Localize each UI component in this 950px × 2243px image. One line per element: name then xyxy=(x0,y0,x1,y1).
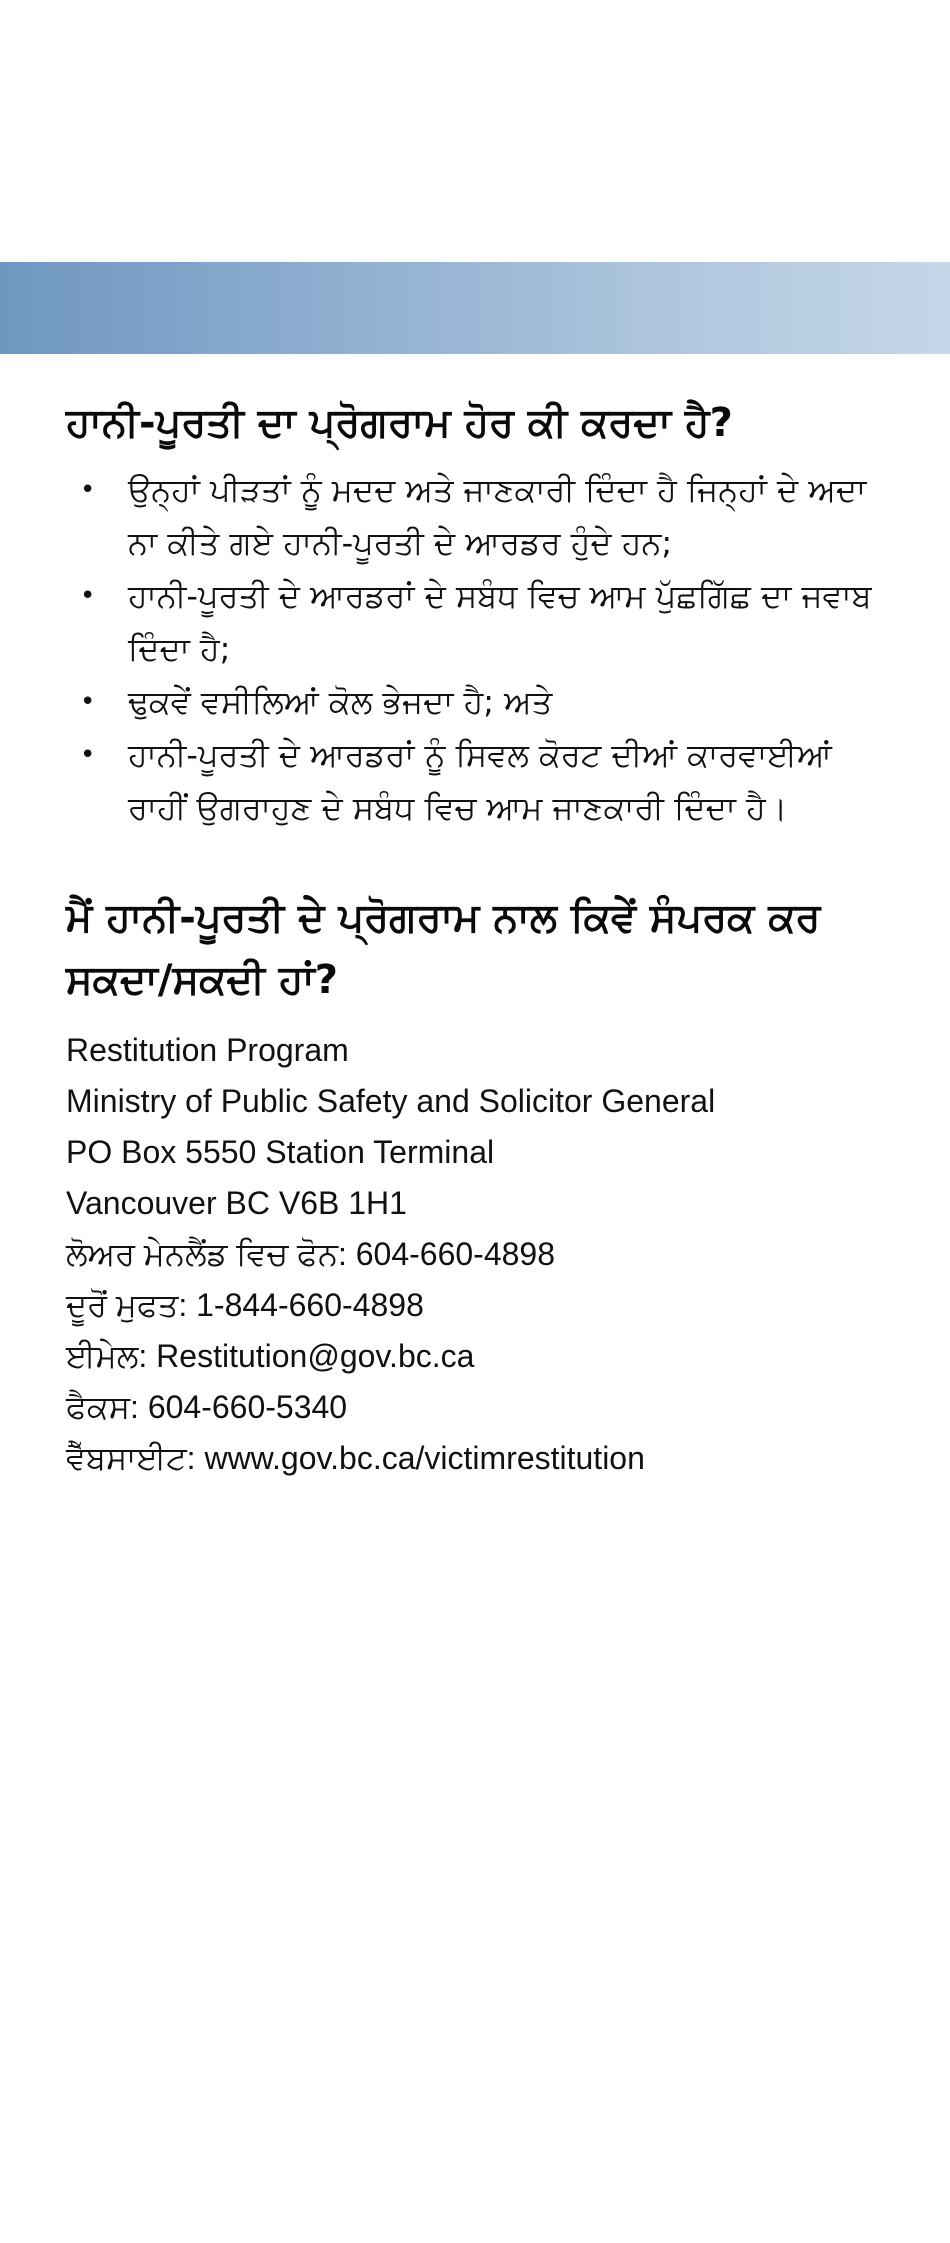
list-item-text: ਹਾਨੀ-ਪੂਰਤੀ ਦੇ ਆਰਡਰਾਂ ਦੇ ਸਬੰਧ ਵਿਚ ਆਮ ਪੁੱਛਗਿੱਛ ਦਾ ਜਵਾਬ ਦਿੰਦਾ ਹੈ; xyxy=(128,577,872,668)
list-item xyxy=(66,676,896,729)
main-content xyxy=(66,392,896,1484)
header-banner xyxy=(0,262,950,354)
bullet-icon: • xyxy=(80,740,96,770)
phone-lower-mainland: ਲੋਅਰ ਮੇਨਲੈਂਡ ਵਿਚ ਫੋਨ: 604-660-4898 xyxy=(66,1236,556,1272)
po-box: PO Box 5550 Station Terminal xyxy=(66,1134,495,1170)
fax-line: ਫੈਕਸ: 604-660-5340 xyxy=(66,1389,348,1425)
list-item xyxy=(66,729,896,835)
list-item xyxy=(66,570,896,676)
section-heading-what-else: ਹਾਨੀ-ਪੂਰਤੀ ਦਾ ਪ੍ਰੋਗਰਾਮ ਹੋਰ ਕੀ ਕਰਦਾ ਹੈ? xyxy=(66,400,733,446)
contact-block xyxy=(66,1025,896,1484)
program-name: Restitution Program xyxy=(66,1032,349,1068)
website-line: ਵੈੱਬਸਾਈਟ: www.gov.bc.ca/victimrestitution xyxy=(66,1440,645,1476)
section-heading-contact: ਮੈਂ ਹਾਨੀ-ਪੂਰਤੀ ਦੇ ਪ੍ਰੋਗਰਾਮ ਨਾਲ ਕਿਵੇਂ ਸੰਪਰਕ ਕਰ ਸਕਦਾ/ਸਕਦੀ ਹਾਂ? xyxy=(66,895,821,1003)
list-item xyxy=(66,464,896,570)
list-item-text: ਉਨ੍ਹਾਂ ਪੀੜਤਾਂ ਨੂੰ ਮਦਦ ਅਤੇ ਜਾਣਕਾਰੀ ਦਿੰਦਾ ਹੈ ਜਿਨ੍ਹਾਂ ਦੇ ਅਦਾ ਨਾ ਕੀਤੇ ਗਏ ਹਾਨੀ-ਪੂਰਤੀ ਦੇ ਆਰਡਰ ਹੁੰਦੇ ਹਨ; xyxy=(128,471,867,562)
email-line: ਈਮੇਲ: Restitution@gov.bc.ca xyxy=(66,1338,475,1374)
services-list xyxy=(66,464,896,835)
list-item-text: ਢੁਕਵੇਂ ਵਸੀਲਿਆਂ ਕੋਲ ਭੇਜਦਾ ਹੈ; ਅਤੇ xyxy=(128,683,553,721)
city-postal: Vancouver BC V6B 1H1 xyxy=(66,1185,407,1221)
list-item-text: ਹਾਨੀ-ਪੂਰਤੀ ਦੇ ਆਰਡਰਾਂ ਨੂੰ ਸਿਵਲ ਕੋਰਟ ਦੀਆਂ ਕਾਰਵਾਈਆਂ ਰਾਹੀਂ ਉਗਰਾਹੁਣ ਦੇ ਸਬੰਧ ਵਿਚ ਆਮ ਜਾਣਕਾਰੀ ਦਿੰਦਾ ਹੈ। xyxy=(128,736,832,827)
bullet-icon: • xyxy=(80,581,96,611)
phone-toll-free: ਦੂਰੋਂ ਮੁਫਤ: 1-844-660-4898 xyxy=(66,1287,424,1323)
bullet-icon: • xyxy=(80,687,96,717)
ministry-name: Ministry of Public Safety and Solicitor General xyxy=(66,1083,716,1119)
bullet-icon: • xyxy=(80,475,96,505)
